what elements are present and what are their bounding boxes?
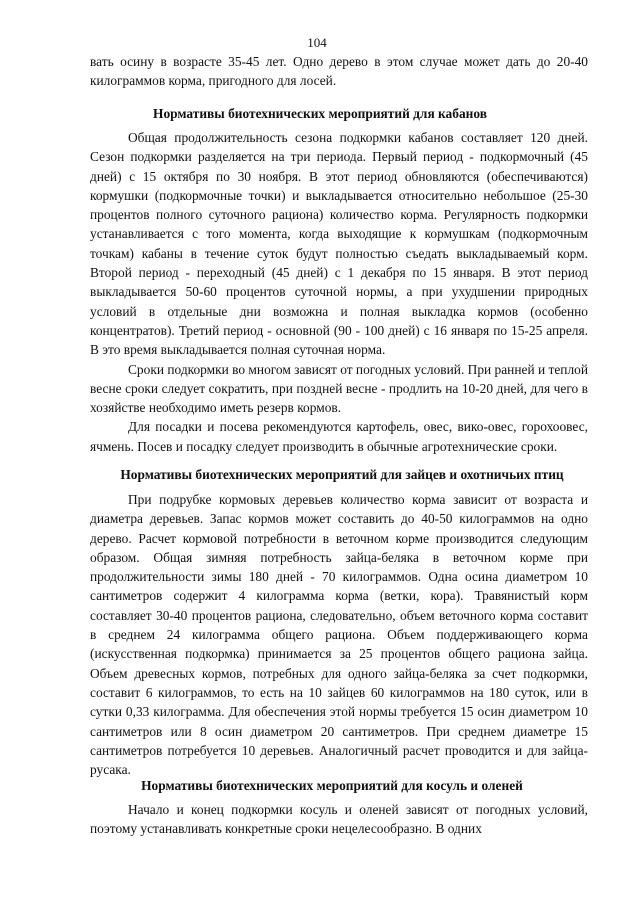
- paragraph: Начало и конец подкормки косуль и оленей зависят от погодных условий, поэтому устанавливать конкретные сроки нецелесообразно. В одних: [90, 802, 588, 837]
- section-heading-boars: Нормативы биотехнических мероприятий для кабанов: [153, 106, 487, 121]
- section-heading-hares-birds: Нормативы биотехнических мероприятий для зайцев и охотничьих птиц: [120, 467, 564, 482]
- section-body-hares-birds: [90, 490, 588, 779]
- section-heading-roe-deer: Нормативы биотехнических мероприятий для косуль и оленей: [141, 778, 523, 793]
- paragraph: При подрубке кормовых деревьев количество корма зависит от возраста и диаметра деревьев. Запас кормов может составить до 40-50 килограммов на одно дерево. Расчет кормовой потребности в веточном корме производится следующим образом. Общая зимняя потребность зайца-беляка в веточном корме при продолжительности зимы 180 дней - 70 килограммов. Одна осина диаметром 10 сантиметров содержит 4 килограмма корма (ветки, кора). Травянистый корм составляет 30-40 процентов рациона, следовательно, объем веточного корма составит в среднем 24 килограмма общего рациона. Объем поддерживающего корма (искусственная подкормка) принимается за 25 процентов общего рациона зайца. Объем древесных кормов, потребных для одного зайца-беляка за счет подкормки, составит 6 килограммов, то есть на 10 зайцев 60 килограммов на 180 суток, или в сутки 0,33 килограмма. Для обеспечения этой нормы требуется 15 осин диаметром 10 сантиметров или 8 осин диаметром 20 сантиметров. При среднем диаметре 15 сантиметров потребуется 10 деревьев. Аналогичный расчет проводится и для зайца-русака.: [90, 492, 588, 778]
- paragraph: Общая продолжительность сезона подкормки кабанов составляет 120 дней. Сезон подкормки разделяется на три периода. Первый период - подкормочный (45 дней) с 15 октября по 30 ноября. В этот период обновляются (обеспечиваются) кормушки (подкормочные точки) и выкладывается относительно небольшое (25-30 процентов полного суточного рациона) количество корма. Регулярность подкормки устанавливается с того момента, когда выходящие к кормушкам (подкормочным точкам) кабаны в течение суток будут полностью съедать выкладываемый корм. Второй период - переходный (45 дней) с 1 декабря по 15 января. В этот период выкладывается 50-60 процентов суточной нормы, а при ухудшении природных условий в отдельные дни возможна и полная выкладка кормов (особенно концентратов). Третий период - основной (90 - 100 дней) с 16 января по 15-25 апреля. В это время выкладывается полная суточная норма.: [90, 130, 588, 358]
- paragraph: Для посадки и посева рекомендуются картофель, овес, вико-овес, горохоовес, ячмень. Посев и посадку следует производить в обычные агротехнические сроки.: [90, 419, 588, 454]
- paragraph: Сроки подкормки во многом зависят от погодных условий. При ранней и теплой весне сроки следует сократить, при поздней весне - продлить на 10-20 дней, для чего в хозяйстве необходимо иметь резерв кормов.: [90, 361, 588, 416]
- intro-paragraph: вать осину в возрасте 35-45 лет. Одно дерево в этом случае может дать до 20-40 килограммов корма, пригодного для лосей.: [90, 54, 588, 89]
- page-number: 104: [307, 35, 327, 50]
- intro-text-block: [90, 52, 588, 91]
- section-body-roe-deer: [90, 800, 588, 839]
- section-body-boars: [90, 128, 588, 456]
